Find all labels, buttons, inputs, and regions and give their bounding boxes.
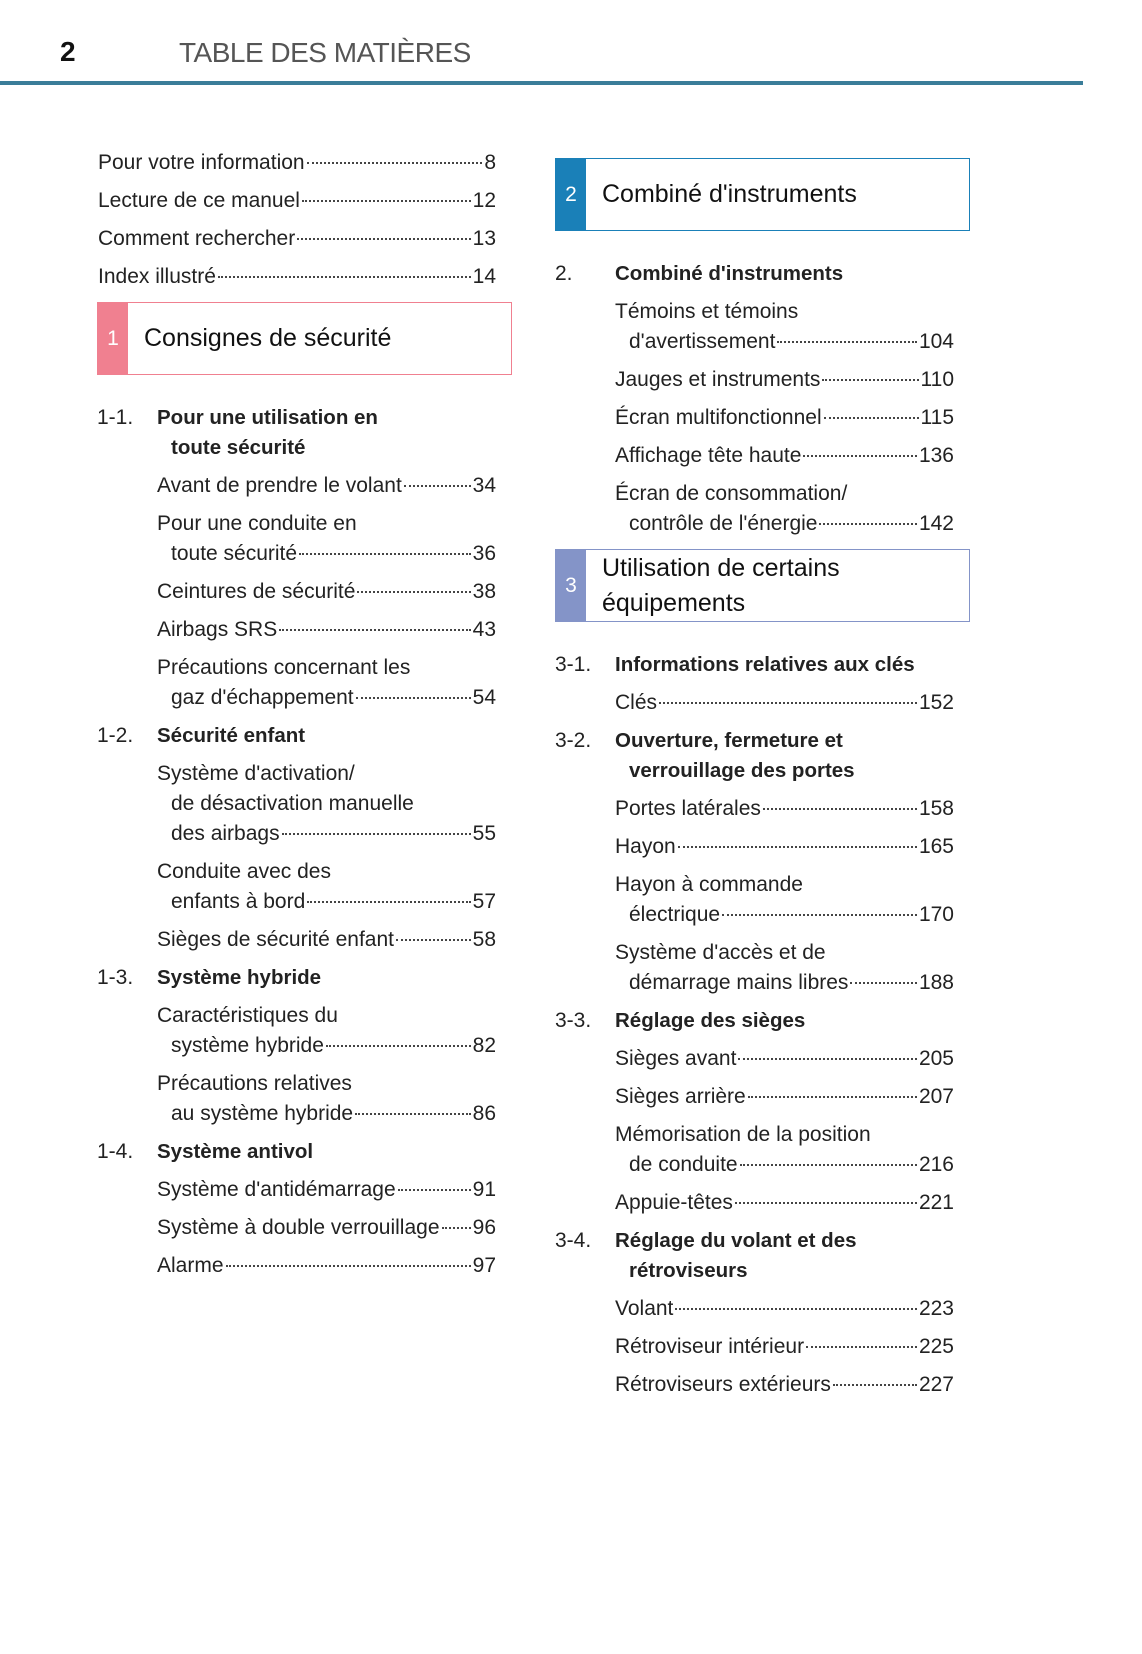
chapter-title — [157, 721, 305, 751]
dot-leader — [806, 1346, 917, 1348]
toc-entry[interactable] — [615, 832, 954, 862]
toc-entry-text: électrique — [629, 903, 721, 926]
toc-entry-text: Sièges arrière — [615, 1085, 746, 1108]
toc-entry-text: système hybride — [171, 1034, 324, 1057]
dot-leader — [675, 1308, 917, 1310]
chapter-title-line: rétroviseurs — [629, 1259, 748, 1282]
toc-entry[interactable] — [157, 1069, 496, 1129]
toc-entry-text: Portes latérales — [615, 797, 761, 820]
section-title-line: Consignes de sécurité — [144, 324, 392, 352]
toc-entry-line — [98, 262, 496, 292]
chapter-number: 1-1. — [97, 406, 134, 429]
chapter-title — [615, 1006, 805, 1036]
toc-entry-text: démarrage mains libres — [629, 971, 849, 994]
chapter-title-line: toute sécurité — [171, 436, 306, 459]
toc-entry-text: Caractéristiques du — [157, 1004, 338, 1027]
toc-entry-line — [157, 1099, 496, 1129]
toc-page-number[interactable]: 205 — [918, 1047, 954, 1070]
toc-entry-line — [157, 577, 496, 607]
toc-entry-text: contrôle de l'énergie — [629, 512, 818, 535]
dot-leader — [722, 914, 917, 916]
toc-page-number[interactable]: 34 — [472, 474, 496, 497]
section-title-line: Combiné d'instruments — [602, 180, 857, 208]
dot-leader — [738, 1058, 917, 1060]
dot-leader — [833, 1384, 917, 1386]
toc-entry-text: Alarme — [157, 1254, 224, 1277]
toc-entry-line — [157, 653, 496, 683]
toc-entry-text: Écran de consommation/ — [615, 482, 848, 505]
toc-page-number[interactable]: 221 — [918, 1191, 954, 1214]
toc-entry-text: Comment rechercher — [98, 227, 296, 250]
toc-entry-line — [615, 688, 954, 718]
dot-leader — [355, 1113, 471, 1115]
chapter-title — [615, 1226, 857, 1286]
toc-entry-line — [157, 1213, 496, 1243]
dot-leader — [735, 1202, 917, 1204]
toc-page-number[interactable]: 86 — [472, 1102, 496, 1125]
toc-entry-text: Lecture de ce manuel — [98, 189, 300, 212]
chapter-title-line: Pour une utilisation en — [157, 406, 378, 429]
toc-entry-text: enfants à bord — [171, 890, 306, 913]
dot-leader — [819, 523, 916, 525]
toc-chapter-heading[interactable] — [97, 403, 512, 463]
toc-entry[interactable] — [157, 1251, 496, 1281]
toc-entry-text: Système d'activation/ — [157, 762, 355, 785]
toc-entry-text: Précautions concernant les — [157, 656, 411, 679]
toc-entry-line — [615, 832, 954, 862]
toc-entry-line — [157, 1251, 496, 1281]
toc-page-number[interactable]: 225 — [918, 1335, 954, 1358]
toc-entry-text: toute sécurité — [171, 542, 298, 565]
toc-page-number[interactable]: 97 — [472, 1254, 496, 1277]
toc-entry-line — [615, 327, 954, 357]
toc-entry-line — [615, 938, 954, 968]
toc-chapter-heading[interactable] — [555, 259, 970, 289]
toc-entry-line — [615, 1044, 954, 1074]
toc-page-number[interactable]: 115 — [920, 406, 954, 429]
toc-entry-line — [615, 1150, 954, 1180]
toc-entry-line — [615, 900, 954, 930]
toc-entry-line — [615, 1188, 954, 1218]
toc-page-number[interactable]: 207 — [918, 1085, 954, 1108]
toc-entry[interactable] — [157, 653, 496, 713]
dot-leader — [822, 379, 918, 381]
chapter-number: 2. — [555, 262, 573, 285]
dot-leader — [356, 697, 471, 699]
toc-entry-text: Clés — [615, 691, 658, 714]
page-number: 2 — [60, 36, 76, 67]
toc-right-column — [555, 148, 970, 1408]
chapter-number: 3-3. — [555, 1009, 592, 1032]
toc-entry-text: au système hybride — [171, 1102, 354, 1125]
toc-entry[interactable] — [157, 1001, 496, 1061]
toc-chapter-heading[interactable] — [555, 650, 970, 680]
toc-entry-line — [157, 789, 496, 819]
toc-entry-line — [157, 1001, 496, 1031]
toc-page-number[interactable]: 152 — [918, 691, 954, 714]
toc-page-number[interactable]: 82 — [472, 1034, 496, 1057]
toc-entry[interactable] — [615, 688, 954, 718]
toc-page-number[interactable]: 8 — [484, 151, 496, 174]
toc-entry-line — [157, 819, 496, 849]
toc-page-number[interactable]: 136 — [918, 444, 954, 467]
toc-entry-text: de conduite — [629, 1153, 738, 1176]
toc-page-number[interactable]: 110 — [920, 368, 954, 391]
toc-page-number[interactable]: 58 — [472, 928, 496, 951]
toc-entry-line — [157, 509, 496, 539]
toc-entry-text: Avant de prendre le volant — [157, 474, 402, 497]
dot-leader — [777, 341, 917, 343]
chapter-number: 1-4. — [97, 1140, 134, 1163]
toc-entry[interactable] — [157, 1213, 496, 1243]
chapter-title-line: verrouillage des portes — [629, 759, 855, 782]
toc-entry-line — [615, 968, 954, 998]
toc-entry-line — [615, 297, 954, 327]
toc-entry-line — [157, 539, 496, 569]
dot-leader — [442, 1227, 471, 1229]
chapter-title — [615, 726, 855, 786]
chapter-title-line: Ouverture, fermeture et — [615, 729, 843, 752]
toc-entry-line — [615, 1120, 954, 1150]
toc-page-number[interactable]: 43 — [472, 618, 496, 641]
toc-entry-line — [615, 794, 954, 824]
chapter-number: 1-2. — [97, 724, 134, 747]
toc-page-number[interactable]: 165 — [918, 835, 954, 858]
toc-entry-text: Témoins et témoins — [615, 300, 799, 323]
toc-entry-text: Conduite avec des — [157, 860, 331, 883]
toc-entry-line — [615, 441, 954, 471]
dot-leader — [396, 939, 471, 941]
toc-page-number[interactable]: 158 — [918, 797, 954, 820]
toc-entry-text: Rétroviseurs extérieurs — [615, 1373, 831, 1396]
toc-page-number[interactable]: 54 — [472, 686, 496, 709]
toc-chapter-heading[interactable] — [555, 726, 970, 786]
toc-page-number[interactable]: 12 — [472, 189, 496, 212]
toc-entry-line — [157, 887, 496, 917]
dot-leader — [357, 591, 470, 593]
toc-entry-line — [615, 479, 954, 509]
toc-entry-text: Pour votre information — [98, 151, 305, 174]
toc-entry-text: Jauges et instruments — [615, 368, 821, 391]
toc-page-number[interactable]: 55 — [472, 822, 496, 845]
section-header-3[interactable] — [555, 549, 970, 622]
chapter-title — [157, 1137, 313, 1167]
dot-leader — [740, 1164, 917, 1166]
section-header-1[interactable] — [97, 302, 512, 375]
toc-page-number[interactable]: 104 — [918, 330, 954, 353]
dot-leader — [850, 982, 917, 984]
toc-page-number[interactable]: 96 — [472, 1216, 496, 1239]
dot-leader — [279, 629, 470, 631]
toc-entry-text: Système à double verrouillage — [157, 1216, 440, 1239]
toc-page-number[interactable]: 170 — [918, 903, 954, 926]
toc-entry[interactable] — [615, 1082, 954, 1112]
toc-entry-text: Sièges avant — [615, 1047, 737, 1070]
toc-entry-text: gaz d'échappement — [171, 686, 354, 709]
toc-chapter-heading[interactable] — [555, 1006, 970, 1036]
toc-page-number[interactable]: 57 — [472, 890, 496, 913]
toc-entry[interactable] — [157, 759, 496, 849]
dot-leader — [404, 485, 471, 487]
toc-entry[interactable] — [157, 509, 496, 569]
toc-entry-line — [157, 1031, 496, 1061]
dot-leader — [763, 808, 917, 810]
toc-entry-line — [98, 224, 496, 254]
chapter-title — [615, 259, 843, 289]
chapter-title-line: Sécurité enfant — [157, 724, 306, 747]
section-title-line: Utilisation de certains — [602, 553, 840, 582]
toc-page-number[interactable]: 36 — [472, 542, 496, 565]
toc-page-number[interactable]: 188 — [918, 971, 954, 994]
toc-entry-text: Précautions relatives — [157, 1072, 352, 1095]
toc-entry-text: Affichage tête haute — [615, 444, 802, 467]
chapter-title — [157, 963, 321, 993]
toc-entry[interactable] — [615, 1294, 954, 1324]
toc-page-number[interactable]: 38 — [472, 580, 496, 603]
toc-entry[interactable] — [157, 577, 496, 607]
section-number: 2 — [556, 159, 586, 230]
toc-entry-line — [157, 925, 496, 955]
toc-entry-line — [157, 857, 496, 887]
toc-entry-line — [615, 1370, 954, 1400]
toc-page-number[interactable]: 14 — [472, 265, 496, 288]
toc-entry[interactable] — [615, 403, 954, 433]
chapter-title-line: Combiné d'instruments — [615, 262, 844, 285]
dot-leader — [299, 553, 471, 555]
dot-leader — [297, 238, 470, 240]
toc-page-number[interactable]: 142 — [918, 512, 954, 535]
dot-leader — [824, 417, 919, 419]
header-rule — [0, 81, 1083, 85]
toc-entry-text: Ceintures de sécurité — [157, 580, 356, 603]
toc-entry-line — [157, 1069, 496, 1099]
toc-entry-text: Rétroviseur intérieur — [615, 1335, 805, 1358]
toc-page-number[interactable]: 13 — [472, 227, 496, 250]
toc-entry-line — [157, 759, 496, 789]
dot-leader — [302, 200, 471, 202]
toc-entry-text: des airbags — [171, 822, 280, 845]
toc-entry-text: Hayon à commande — [615, 873, 803, 896]
toc-entry[interactable] — [157, 925, 496, 955]
toc-page-number[interactable]: 227 — [918, 1373, 954, 1396]
toc-entry-text: de désactivation manuelle — [171, 792, 414, 815]
chapter-title-line: Informations relatives aux clés — [615, 653, 915, 676]
toc-entry[interactable] — [98, 224, 496, 254]
toc-chapter-heading[interactable] — [97, 1137, 512, 1167]
toc-entry-line — [615, 403, 954, 433]
dot-leader — [398, 1189, 471, 1191]
dot-leader — [326, 1045, 471, 1047]
dot-leader — [218, 276, 471, 278]
toc-entry[interactable] — [157, 857, 496, 917]
toc-chapter-heading[interactable] — [555, 1226, 970, 1286]
toc-entry[interactable] — [615, 1370, 954, 1400]
toc-entry-text: d'avertissement — [629, 330, 776, 353]
toc-chapter-heading[interactable] — [97, 721, 512, 751]
toc-entry-line — [157, 1175, 496, 1205]
toc-page-number[interactable]: 223 — [918, 1297, 954, 1320]
toc-entry[interactable] — [615, 1332, 954, 1362]
toc-entry-line — [98, 186, 496, 216]
section-title — [586, 550, 840, 621]
dot-leader — [307, 162, 483, 164]
section-header-2[interactable] — [555, 158, 970, 231]
toc-left-column — [97, 148, 512, 1289]
toc-entry-line — [615, 509, 954, 539]
toc-entry-text: Système d'antidémarrage — [157, 1178, 396, 1201]
toc-entry[interactable] — [98, 186, 496, 216]
section-number: 1 — [98, 303, 128, 374]
toc-entry-text: Index illustré — [98, 265, 216, 288]
toc-chapter-heading[interactable] — [97, 963, 512, 993]
toc-entry-text: Hayon — [615, 835, 676, 858]
toc-entry[interactable] — [615, 365, 954, 395]
toc-entry-line — [157, 615, 496, 645]
chapter-title-line: Système hybride — [157, 966, 322, 989]
toc-entry[interactable] — [157, 615, 496, 645]
toc-entry-line — [615, 1332, 954, 1362]
toc-entry-line — [98, 148, 496, 178]
toc-entry-text: Mémorisation de la position — [615, 1123, 871, 1146]
toc-entry-line — [615, 365, 954, 395]
toc-entry-text: Pour une conduite en — [157, 512, 357, 535]
toc-page-number[interactable]: 216 — [918, 1153, 954, 1176]
toc-entry[interactable] — [615, 1044, 954, 1074]
toc-entry[interactable] — [615, 1188, 954, 1218]
toc-entry[interactable] — [615, 938, 954, 998]
toc-entry[interactable] — [615, 441, 954, 471]
dot-leader — [748, 1096, 917, 1098]
section-title — [586, 159, 857, 230]
section-title — [128, 303, 391, 374]
page-title: TABLE DES MATIÈRES — [179, 37, 471, 68]
toc-entry-line — [615, 1082, 954, 1112]
chapter-title-line: Réglage du volant et des — [615, 1229, 857, 1252]
chapter-title-line: Réglage des sièges — [615, 1009, 806, 1032]
toc-entry[interactable] — [98, 262, 496, 292]
toc-entry[interactable] — [615, 297, 954, 357]
toc-entry-text: Volant — [615, 1297, 674, 1320]
chapter-number: 3-1. — [555, 653, 592, 676]
chapter-number: 3-4. — [555, 1229, 592, 1252]
toc-entry-text: Écran multifonctionnel — [615, 406, 822, 429]
chapter-number: 3-2. — [555, 729, 592, 752]
toc-entry-line — [615, 870, 954, 900]
toc-entry[interactable] — [615, 870, 954, 930]
dot-leader — [803, 455, 917, 457]
dot-leader — [226, 1265, 471, 1267]
dot-leader — [659, 702, 917, 704]
chapter-title-line: Système antivol — [157, 1140, 314, 1163]
toc-entry[interactable] — [157, 1175, 496, 1205]
dot-leader — [307, 901, 470, 903]
toc-entry[interactable] — [615, 794, 954, 824]
toc-entry-text: Airbags SRS — [157, 618, 278, 641]
toc-page-number[interactable]: 91 — [472, 1178, 496, 1201]
toc-entry-text: Sièges de sécurité enfant — [157, 928, 394, 951]
chapter-title — [157, 403, 378, 463]
toc-entry[interactable] — [157, 471, 496, 501]
chapter-title — [615, 650, 915, 680]
toc-entry[interactable] — [615, 1120, 954, 1180]
toc-entry[interactable] — [98, 148, 496, 178]
section-number: 3 — [556, 550, 586, 621]
toc-entry-line — [157, 471, 496, 501]
dot-leader — [678, 846, 917, 848]
section-title-line: équipements — [602, 588, 746, 617]
toc-entry-text: Système d'accès et de — [615, 941, 826, 964]
toc-entry-line — [157, 683, 496, 713]
toc-entry-text: Appuie-têtes — [615, 1191, 733, 1214]
chapter-number: 1-3. — [97, 966, 134, 989]
toc-entry[interactable] — [615, 479, 954, 539]
dot-leader — [282, 833, 471, 835]
toc-entry-line — [615, 1294, 954, 1324]
